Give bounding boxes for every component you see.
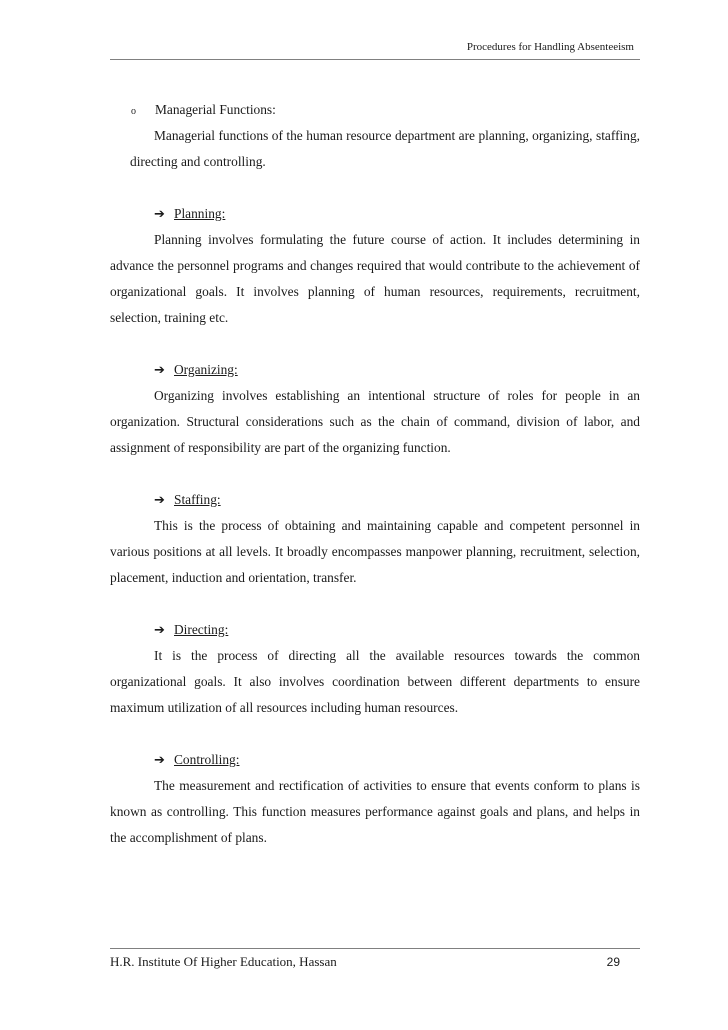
footer-institute: H.R. Institute Of Higher Education, Hassan [110,954,337,969]
intro-heading-row [131,97,640,123]
section-paragraph-planning: Planning involves formulating the future course of action. It includes determining in advance the personnel programs and changes required that would contribute to the achievement of organizational goals. It involves planning of human resources, requirements, recruitment, selection, training etc. [110,232,640,325]
section-paragraph-controlling: The measurement and rectification of activities to ensure that events conform to plans is known as controlling. This function measures performance against goals and plans, and helps in the accomplishment of plans. [110,778,640,845]
spacer [110,461,640,487]
section-title-directing: Directing: [174,622,229,637]
page-footer [110,948,640,969]
header-title: Procedures for Handling Absenteeism [466,41,634,53]
section-title-organizing: Organizing: [174,362,238,377]
arrow-right-icon: ➔ [154,493,165,508]
page-content [110,97,640,851]
arrow-right-icon: ➔ [154,363,165,378]
section-heading-planning [154,201,640,227]
section-heading-staffing [154,487,640,513]
intro-heading: Managerial Functions: [155,102,276,117]
circle-bullet-icon: o [131,106,136,117]
spacer [110,721,640,747]
arrow-right-icon: ➔ [154,623,165,638]
section-heading-controlling [154,747,640,773]
page-number: 29 [606,955,620,969]
section-paragraph-organizing: Organizing involves establishing an intentional structure of roles for people in an organization. Structural considerations such as the chain of command, division of labor, and assignment of responsibility are part of the organizing function. [110,388,640,455]
spacer [110,175,640,201]
arrow-right-icon: ➔ [154,207,165,222]
spacer [110,331,640,357]
spacer [110,591,640,617]
arrow-right-icon: ➔ [154,753,165,768]
section-paragraph-staffing: This is the process of obtaining and maintaining capable and competent personnel in various positions at all levels. It broadly encompasses manpower planning, recruitment, selection, placement, induction and orientation, transfer. [110,518,640,585]
section-paragraph-directing: It is the process of directing all the available resources towards the common organizational goals. It also involves coordination between different departments to ensure maximum utilization of all resources including human resources. [110,648,640,715]
section-title-staffing: Staffing: [174,492,221,507]
section-title-planning: Planning: [174,206,226,221]
page-header [110,40,640,60]
section-heading-organizing [154,357,640,383]
intro-paragraph: Managerial functions of the human resource department are planning, organizing, staffing, directing and controlling. [130,128,640,169]
section-title-controlling: Controlling: [174,752,240,767]
section-heading-directing [154,617,640,643]
